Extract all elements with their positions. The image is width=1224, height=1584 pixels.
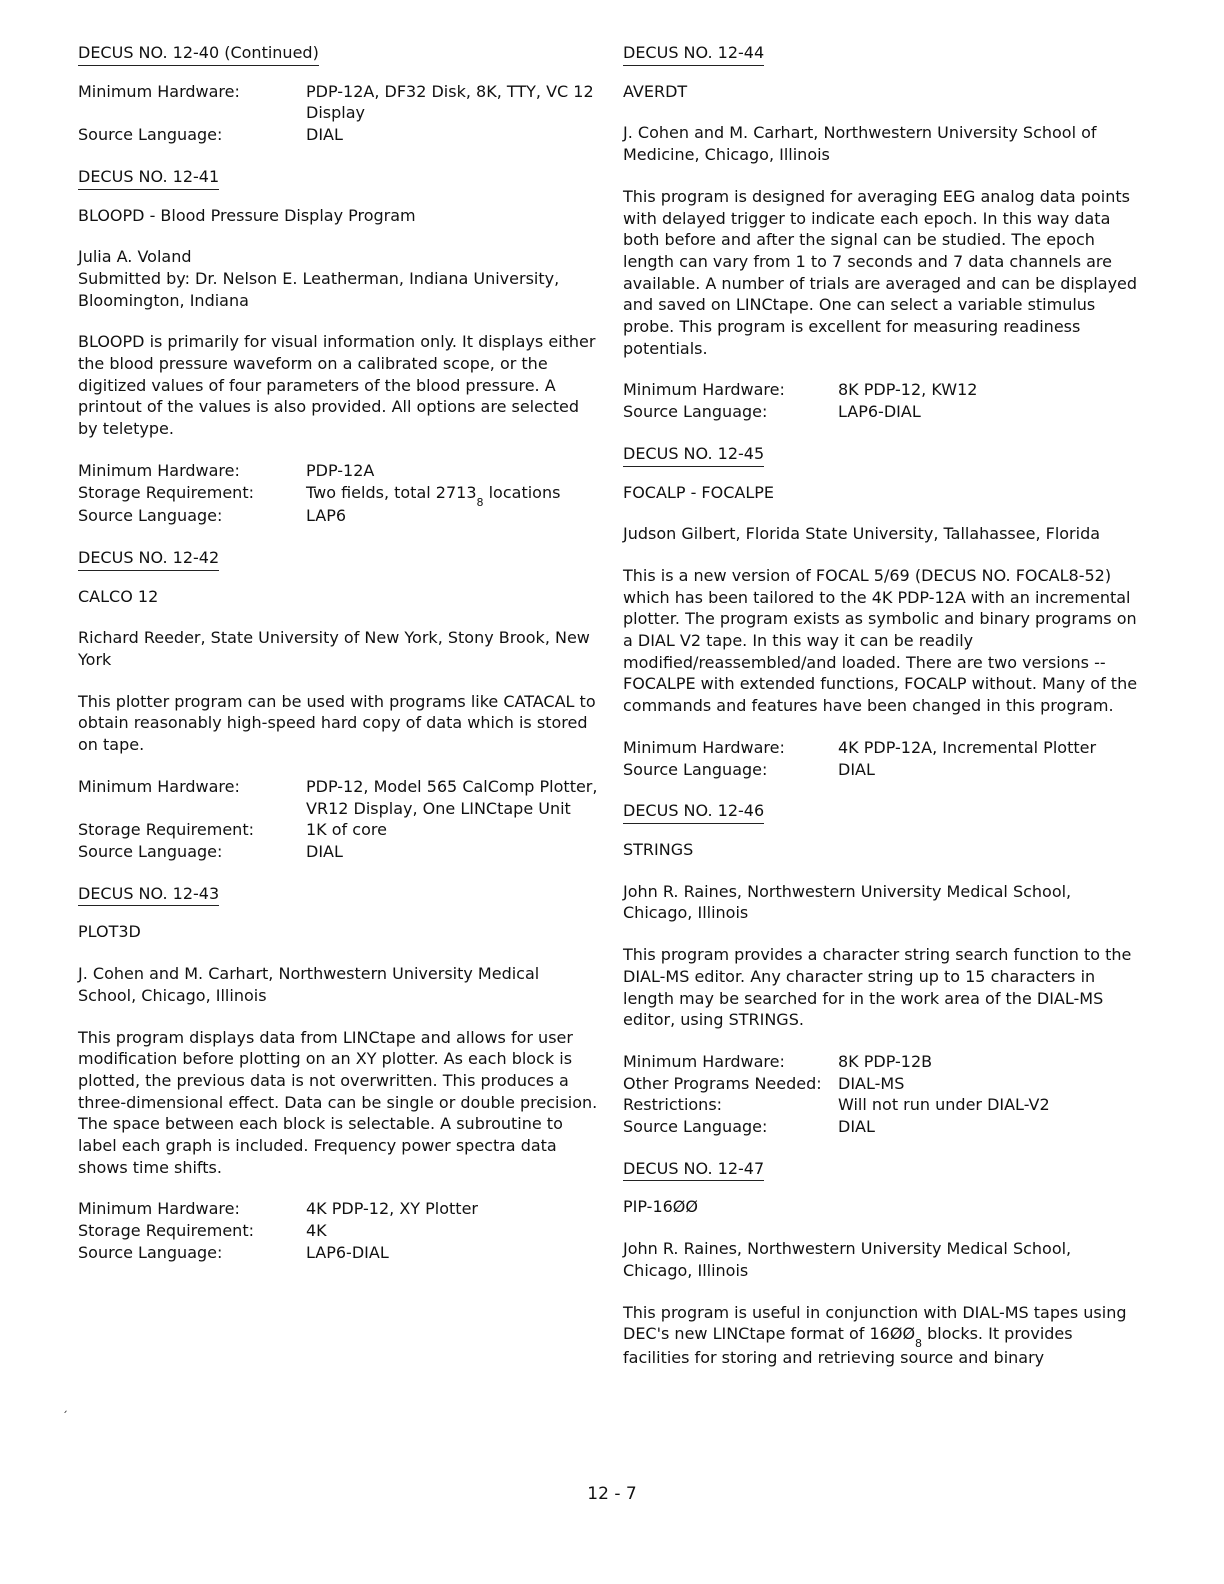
spec-value: DIAL-MS: [838, 1073, 905, 1093]
entry-authors-12-42: Richard Reeder, State University of New York, Stony Brook, New York: [78, 628, 590, 670]
spec-row: [78, 460, 600, 482]
spec-value: DIAL: [306, 125, 343, 145]
spec-value: 4K PDP-12, XY Plotter: [306, 1199, 478, 1219]
entry-title-12-41: BLOOPD - Blood Pressure Display Program: [78, 205, 416, 225]
entry-authors-12-46: John R. Raines, Northwestern University Medical School, Chicago, Illinois: [623, 881, 1072, 923]
entry-authors-12-45: Judson Gilbert, Florida State University, Tallahassee, Florida: [623, 524, 1101, 544]
entry-description-12-45: This is a new version of FOCAL 5/69 (DECUS NO. FOCAL8-52) which has been tailored to the 4K PDP-12A with an incremental plotter. The program exists as symbolic and binary programs on a DIAL V2 tape. In this way it can be readily modified/reassembled/and loaded. There are two versions -- FOCALPE with extended functions, FOCALP without. Many of the commands and features have been changed in this program.: [623, 565, 1138, 716]
spec-label: Other Programs Needed:: [623, 1073, 822, 1093]
spec-row: [78, 482, 600, 509]
spec-value: DIAL: [838, 759, 875, 779]
spec-label: Minimum Hardware:: [623, 380, 785, 400]
entry-authors-12-43: J. Cohen and M. Carhart, Northwestern University Medical School, Chicago, Illinois: [78, 964, 540, 1005]
spec-label: Storage Requirement:: [78, 820, 254, 840]
spec-table-12-40: [78, 81, 600, 146]
spec-label: Minimum Hardware:: [78, 776, 240, 796]
spec-label: Source Language:: [78, 1242, 223, 1262]
spec-row: [623, 1051, 1143, 1073]
spec-row: [78, 1242, 600, 1264]
spec-table-12-44: [623, 379, 1143, 422]
spec-label: Restrictions:: [623, 1095, 723, 1115]
spec-value: 1K of core: [306, 820, 387, 840]
spec-value: PDP-12, Model 565 CalComp Plotter, VR12 Display, One LINCtape Unit: [306, 776, 598, 818]
spec-table-12-42: [78, 776, 600, 863]
spec-row: [78, 819, 600, 841]
spec-label: Storage Requirement:: [78, 482, 254, 502]
entry-description-12-41: BLOOPD is primarily for visual information only. It displays either the blood pressure waveform on a calibrated scope, or the digitized values of four parameters of the blood pressure. A printout of the values is also provided. All options are selected by teletype.: [78, 332, 596, 439]
entry-heading-12-40-continued: DECUS NO. 12-40 (Continued): [78, 42, 319, 66]
spec-value: LAP6-DIAL: [838, 402, 921, 422]
spec-label: Storage Requirement:: [78, 1221, 254, 1241]
spec-row: [78, 776, 600, 819]
spec-value: PDP-12A: [306, 460, 375, 480]
spec-row: [623, 759, 1143, 781]
spec-label: Source Language:: [78, 841, 223, 861]
spec-label: Minimum Hardware:: [78, 1199, 240, 1219]
entry-description-12-44: This program is designed for averaging EEG analog data points with delayed trigger to indicate each epoch. In this way data both before and after the signal can be studied. The epoch length can vary from 1 to 7 seconds and 7 data channels are available. A number of trials are averaged and can be displayed and saved on LINCtape. One can select a variable stimulus probe. This program is excellent for measuring readiness potentials.: [623, 186, 1138, 358]
entry-description-12-47: [623, 1302, 1143, 1369]
spec-label: Minimum Hardware:: [623, 1051, 785, 1071]
spec-label: Source Language:: [78, 506, 223, 526]
spec-table-12-41: [78, 460, 600, 527]
spec-row: [623, 401, 1143, 423]
spec-label: Minimum Hardware:: [78, 460, 240, 480]
spec-row: [78, 124, 600, 146]
spec-label: Minimum Hardware:: [78, 81, 240, 101]
spec-label: Source Language:: [78, 125, 223, 145]
entry-title-12-47: PIP-16ØØ: [623, 1197, 698, 1217]
entry-heading-12-43: DECUS NO. 12-43: [78, 883, 219, 907]
entry-heading-12-44: DECUS NO. 12-44: [623, 42, 764, 66]
spec-row: [623, 379, 1143, 401]
spec-value: PDP-12A, DF32 Disk, 8K, TTY, VC 12 Display: [306, 81, 594, 123]
spec-row: [78, 1198, 600, 1220]
storage-value-suffix: locations: [483, 482, 561, 502]
entry-title-12-42: CALCO 12: [78, 586, 159, 606]
spec-value: Will not run under DIAL-V2: [838, 1095, 1050, 1115]
spec-table-12-43: [78, 1198, 600, 1263]
spec-value: 8K PDP-12, KW12: [838, 380, 978, 400]
spec-row: [623, 1094, 1143, 1116]
spec-table-12-45: [623, 737, 1143, 780]
spec-value-storage: [306, 482, 600, 509]
submitted-by: Submitted by: Dr. Nelson E. Leatherman, Indiana University, Bloomington, Indiana: [78, 268, 560, 310]
spec-value: 4K: [306, 1221, 327, 1241]
entry-title-12-43: PLOT3D: [78, 922, 141, 942]
entry-description-12-42: This plotter program can be used with programs like CATACAL to obtain reasonably high-speed hard copy of data which is stored on tape.: [78, 691, 596, 755]
entry-authors-12-47: John R. Raines, Northwestern University Medical School, Chicago, Illinois: [623, 1239, 1072, 1280]
spec-value: 8K PDP-12B: [838, 1051, 933, 1071]
spec-label: Minimum Hardware:: [623, 737, 785, 757]
spec-label: Source Language:: [623, 1117, 768, 1137]
entry-heading-12-41: DECUS NO. 12-41: [78, 166, 219, 190]
spec-row: [623, 1116, 1143, 1138]
entry-title-12-44: AVERDT: [623, 81, 688, 101]
description-text: This program is useful in conjunction with DIAL-MS tapes using DEC's new LINCtape format of 16ØØ: [623, 1302, 1127, 1344]
spec-value: 4K PDP-12A, Incremental Plotter: [838, 737, 1097, 757]
entry-heading-12-45: DECUS NO. 12-45: [623, 443, 764, 467]
octal-subscript: 8: [476, 495, 484, 509]
entry-heading-12-47: DECUS NO. 12-47: [623, 1158, 764, 1182]
spec-table-12-46: [623, 1051, 1143, 1138]
entry-heading-12-46: DECUS NO. 12-46: [623, 800, 764, 824]
spec-value: LAP6: [306, 506, 347, 526]
storage-value-text: Two fields, total 2713: [306, 482, 477, 502]
octal-subscript: 8: [915, 1337, 923, 1351]
right-column: [623, 42, 1143, 1389]
spec-value: LAP6-DIAL: [306, 1242, 389, 1262]
spec-label: Source Language:: [623, 402, 768, 422]
entry-authors-12-41: [78, 246, 600, 311]
entry-title-12-45: FOCALP - FOCALPE: [623, 482, 775, 502]
stray-pen-mark: ˏ: [62, 1399, 68, 1413]
page-number: 12 - 7: [587, 1484, 637, 1504]
spec-row: [78, 505, 600, 527]
entry-description-12-46: This program provides a character string search function to the DIAL-MS editor. Any character string up to 15 characters in length may be searched for in the work area of the DIAL-MS editor, using STRINGS.: [623, 945, 1132, 1030]
entry-heading-12-42: DECUS NO. 12-42: [78, 547, 219, 571]
entry-description-12-43: This program displays data from LINCtape and allows for user modification before plotting on an XY plotter. As each block is plotted, the previous data is not overwritten. This produces a three-dimensional effect. Data can be single or double precision. The space between each block is selectable. A subroutine to label each graph is included. Frequency power spectra data shows time shifts.: [78, 1027, 598, 1177]
left-column: [78, 42, 600, 1284]
spec-row: [623, 1073, 1143, 1095]
spec-row: [623, 737, 1143, 759]
spec-value: DIAL: [838, 1117, 875, 1137]
entry-authors-12-44: J. Cohen and M. Carhart, Northwestern University School of Medicine, Chicago, Illinois: [623, 123, 1097, 165]
entry-title-12-46: STRINGS: [623, 839, 694, 859]
spec-label: Source Language:: [623, 759, 768, 779]
author-name: Julia A. Voland: [78, 247, 192, 267]
spec-row: [78, 1220, 600, 1242]
spec-value: DIAL: [306, 841, 343, 861]
description-text-continued: blocks. It provides facilities for storing and retrieving source and binary: [623, 1324, 1073, 1367]
spec-row: [78, 81, 600, 124]
spec-row: [78, 841, 600, 863]
